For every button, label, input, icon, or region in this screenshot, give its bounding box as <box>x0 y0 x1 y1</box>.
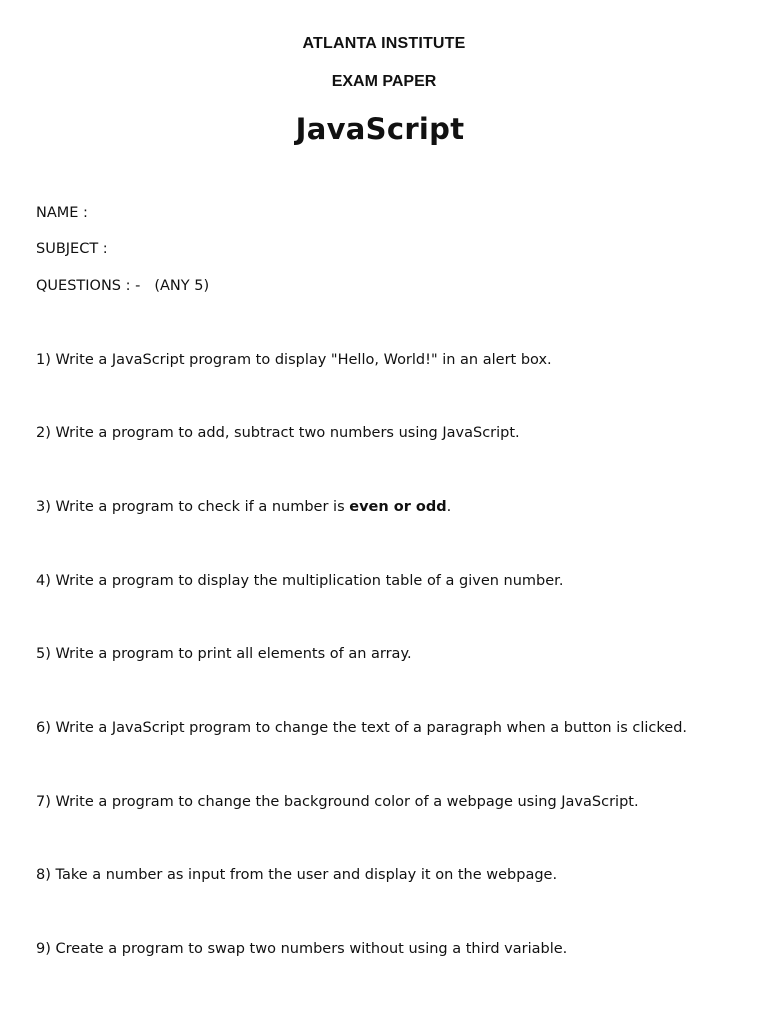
question-5: 5) Write a program to print all elements of an array. <box>36 646 412 662</box>
questions-note: (ANY 5) <box>154 278 210 294</box>
question-3 <box>36 499 451 515</box>
question-7: 7) Write a program to change the background color of a webpage using JavaScript. <box>36 794 639 810</box>
exam-paper-label: EXAM PAPER <box>331 73 437 90</box>
question-8: 8) Take a number as input from the user and display it on the webpage. <box>36 867 558 883</box>
questions-label: QUESTIONS : - <box>36 278 141 294</box>
question-3-suffix: . <box>446 499 452 515</box>
questions-field <box>36 278 209 294</box>
institute-name: ATLANTA INSTITUTE <box>302 35 466 52</box>
question-3-text: 3) Write a program to check if a number is <box>36 499 350 515</box>
question-9: 9) Create a program to swap two numbers without using a third variable. <box>36 941 568 957</box>
subject-field-label: SUBJECT : <box>36 241 108 257</box>
question-6: 6) Write a JavaScript program to change the text of a paragraph when a button is clicked. <box>36 720 688 736</box>
question-1: 1) Write a JavaScript program to display "Hello, World!" in an alert box. <box>36 352 552 368</box>
question-4: 4) Write a program to display the multiplication table of a given number. <box>36 573 564 589</box>
name-field-label: NAME : <box>36 205 88 221</box>
page-title: JavaScript <box>295 112 465 146</box>
question-2: 2) Write a program to add, subtract two numbers using JavaScript. <box>36 425 520 441</box>
question-3-emphasis: even or odd <box>349 499 447 515</box>
